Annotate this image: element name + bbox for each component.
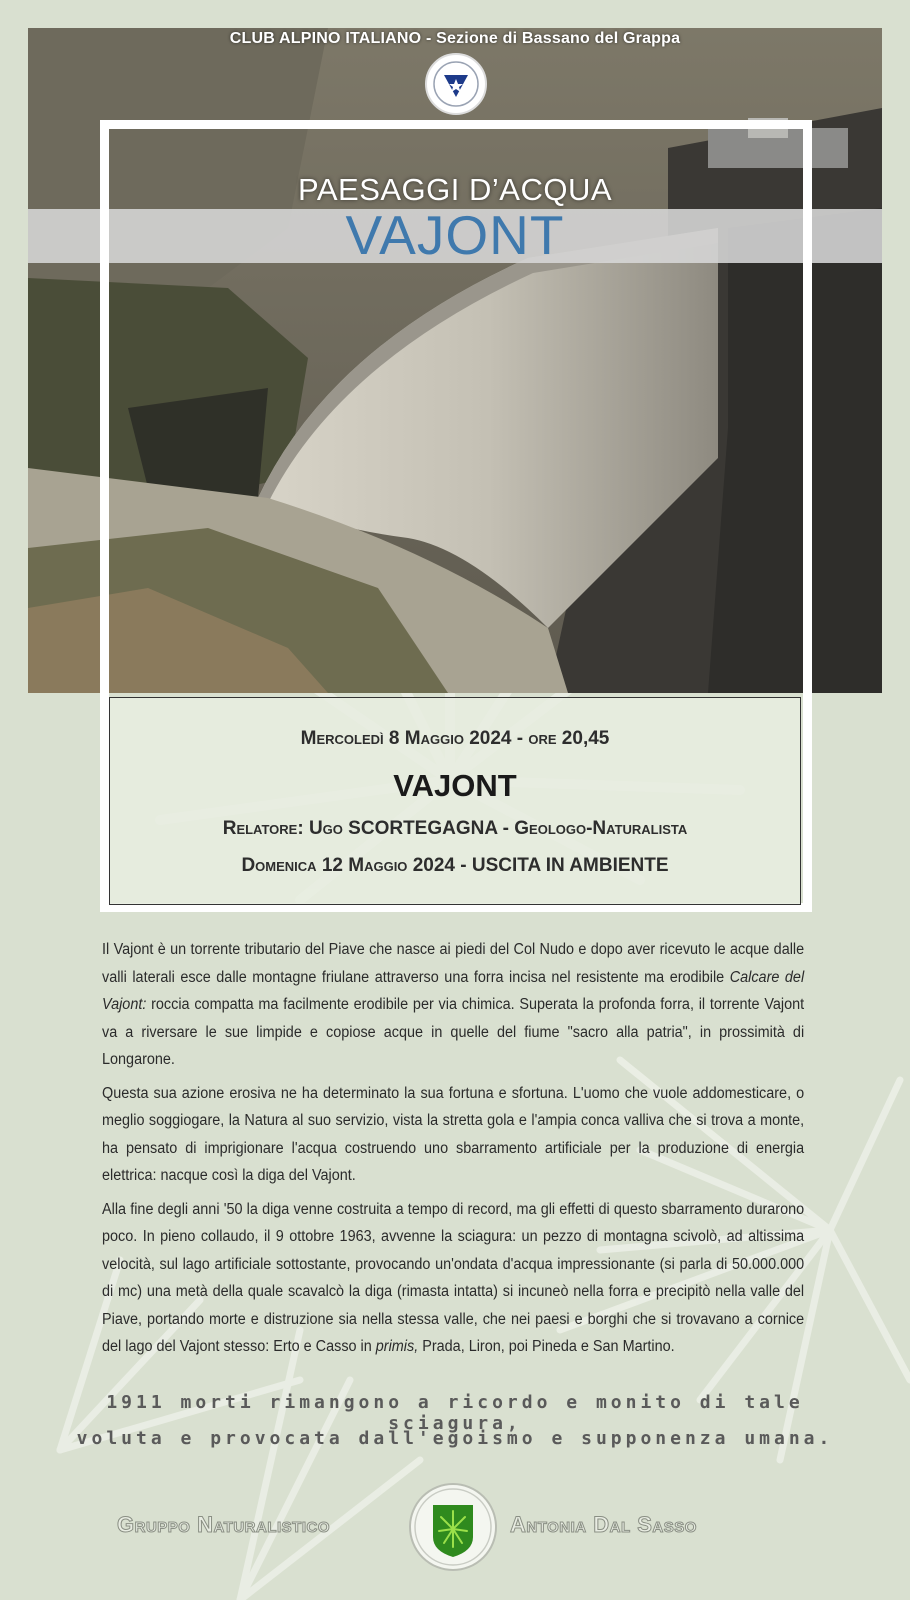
footer-person-name: Antonia Dal Sasso bbox=[510, 1512, 697, 1537]
footer-group-name: Gruppo Naturalistico bbox=[117, 1512, 330, 1537]
event-name: VAJONT bbox=[393, 768, 517, 803]
cai-logo bbox=[425, 53, 487, 115]
memorial-quote-line-2: voluta e provocata dall'egoismo e supponenza umana. bbox=[76, 1428, 834, 1449]
event-date: Mercoledì 8 Maggio 2024 - ore 20,45 bbox=[300, 728, 610, 749]
group-logo bbox=[409, 1483, 497, 1571]
club-title: CLUB ALPINO ITALIANO - Sezione di Bassano del Grappa bbox=[229, 30, 681, 47]
poster-title: VAJONT bbox=[345, 204, 565, 266]
memorial-quote-line-1: 1911 morti rimangono a ricordo e monito di tale sciagura, bbox=[106, 1392, 804, 1434]
event-outing: Domenica 12 Maggio 2024 - USCITA IN AMBIENTE bbox=[241, 855, 669, 876]
poster-subtitle: PAESAGGI D’ACQUA bbox=[297, 172, 613, 207]
event-info-box bbox=[109, 697, 801, 905]
body-text bbox=[102, 936, 804, 1367]
event-speaker: Relatore: Ugo SCORTEGAGNA - Geologo-Naturalista bbox=[222, 818, 688, 839]
paragraph-2: Questa sua azione erosiva ne ha determinato la sua fortuna e sfortuna. L'uomo che vuole addomesticare, o meglio soggiogare, la Natura al suo servizio, vista la stretta gola e l'ampia conca valliva che si trova a monte, ha pensato di imprigionare l'acqua costruendo uno sbarramento artificiale per la produzione di energia elettrica: nacque così la diga del Vajont. bbox=[102, 1084, 805, 1184]
paragraph-3: Alla fine degli anni '50 la diga venne costruita a tempo di record, ma gli effetti di questo sbarramento durarono poco. In pieno collaudo, il 9 ottobre 1963, avvenne la sciagura: un pezzo di montagna scivolò, ad altissima velocità, sul lago artificiale sottostante, provocando un'ondata d'acqua impressionante (si parla di 50.000.000 di mc) una metà della quale scavalcò la diga (rimasta intatta) si incuneò nella forra e precipitò nella valle del Piave, portando morte e distruzione sia nella stessa valle, che nei paesi e borghi che si trovavano a cornice del lago del Vajont stesso: Erto e Casso in primis, Prada, Liron, poi Pineda e San Martino. bbox=[102, 1200, 805, 1355]
paragraph-1: Il Vajont è un torrente tributario del Piave che nasce ai piedi del Col Nudo e dopo aver ricevuto le acque dalle valli laterali esce dalle montagne friulane attraverso una forra incisa nel resistente ma erodibile Calcare del Vajont: roccia compatta ma facilmente erodibile per via chimica. Superata la profonda forra, il torrente Vajont va a riversare le sue limpide e copiose acque in quelle del fiume "sacro alla patria", in prossimità di Longarone. bbox=[102, 941, 805, 1068]
emphasis-calcare: Calcare del Vajont: bbox=[102, 968, 805, 1013]
emphasis-primis: primis, bbox=[375, 1338, 419, 1355]
